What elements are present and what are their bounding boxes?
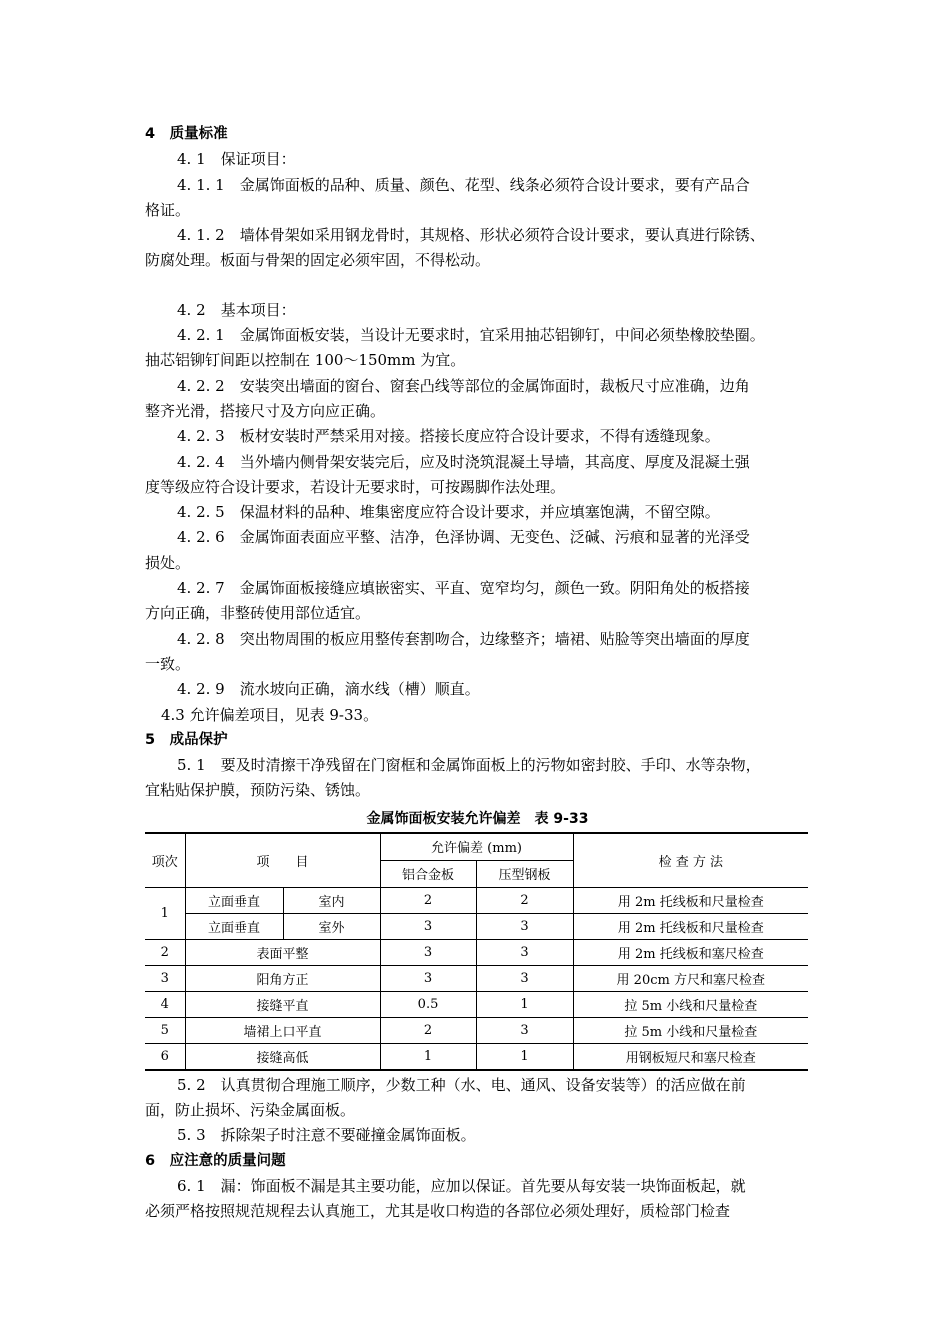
row-aluminum: 3 xyxy=(380,965,476,991)
clause-4-2-9: 4. 2. 9 流水坡向正确，滴水线（槽）顺直。 xyxy=(177,680,480,699)
row-method: 拉 5m 小线和尺量检查 xyxy=(573,1017,808,1043)
row-steel: 3 xyxy=(476,965,573,991)
row-no: 6 xyxy=(145,1043,185,1070)
row-aluminum: 3 xyxy=(380,913,476,939)
section-4-heading: 4 质量标准 xyxy=(145,126,228,142)
row-no: 4 xyxy=(145,991,185,1017)
table-row xyxy=(145,965,808,991)
clause-4-2-4-cont: 度等级应符合设计要求，若设计无要求时，可按踢脚作法处理。 xyxy=(145,477,566,496)
table-row xyxy=(145,939,808,965)
clause-4-2-8: 4. 2. 8 突出物周围的板应用整传套割吻合，边缘整齐；墙裙、贴脸等突出墙面的厚度 xyxy=(177,629,750,648)
header-aluminum: 铝合金板 xyxy=(380,860,476,887)
row-no: 3 xyxy=(145,965,185,991)
tolerance-table xyxy=(145,832,808,1071)
table-row xyxy=(145,991,808,1017)
table-header-row xyxy=(145,833,808,861)
row-aluminum: 2 xyxy=(380,887,476,913)
header-item: 项 目 xyxy=(185,833,380,888)
table-row xyxy=(145,887,808,913)
row-item: 接缝平直 xyxy=(185,991,380,1017)
row-method: 用钢板短尺和塞尺检查 xyxy=(573,1043,808,1070)
row-aluminum: 1 xyxy=(380,1043,476,1070)
clause-4-2-2-cont: 整齐光滑，搭接尺寸及方向应正确。 xyxy=(145,401,386,420)
row-no: 2 xyxy=(145,939,185,965)
row-item: 阳角方正 xyxy=(185,965,380,991)
section-5-heading: 5 成品保护 xyxy=(145,731,228,748)
row-no: 5 xyxy=(145,1017,185,1043)
clause-4-2-3: 4. 2. 3 板材安装时严禁采用对接。搭接长度应符合设计要求，不得有透缝现象。 xyxy=(177,427,720,446)
row-item: 立面垂直 xyxy=(185,913,283,939)
row-method: 用 2m 托线板和尺量检查 xyxy=(573,887,808,913)
clause-4-2-2: 4. 2. 2 安装突出墙面的窗台、窗套凸线等部位的金属饰面时，裁板尺寸应准确，边角 xyxy=(177,376,750,395)
row-item: 表面平整 xyxy=(185,939,380,965)
row-subitem: 室内 xyxy=(283,887,380,913)
section-6-heading: 6 应注意的质量问题 xyxy=(145,1152,286,1169)
row-item: 立面垂直 xyxy=(185,887,283,913)
header-method: 检 查 方 法 xyxy=(573,833,808,888)
clause-4-2-1-cont: 抽芯铝铆钉间距以控制在 100～150mm 为宜。 xyxy=(145,351,466,370)
clause-4-2-6-cont: 损处。 xyxy=(145,553,191,572)
clause-4-1-2-cont: 防腐处理。板面与骨架的固定必须牢固，不得松动。 xyxy=(145,251,491,270)
clause-4-2-5: 4. 2. 5 保温材料的品种、堆集密度应符合设计要求，并应填塞饱满，不留空隙。 xyxy=(177,503,720,522)
row-subitem: 室外 xyxy=(283,913,380,939)
row-aluminum: 3 xyxy=(380,939,476,965)
clause-6-1: 6. 1 漏：饰面板不漏是其主要功能，应加以保证。首先要从每安装一块饰面板起，就 xyxy=(177,1176,746,1195)
row-steel: 2 xyxy=(476,887,573,913)
clause-4-1: 4. 1 保证项目： xyxy=(177,150,296,169)
header-no: 项次 xyxy=(145,833,185,888)
clause-4-2-4: 4. 2. 4 当外墙内侧骨架安装完后，应及时浇筑混凝土导墙，其高度、厚度及混凝土强 xyxy=(177,452,750,471)
row-steel: 3 xyxy=(476,913,573,939)
row-steel: 3 xyxy=(476,1017,573,1043)
document-page xyxy=(145,122,810,1225)
row-no: 1 xyxy=(145,887,185,939)
clause-4-2: 4. 2 基本项目： xyxy=(177,300,296,319)
clause-4-1-1: 4. 1. 1 金属饰面板的品种、质量、颜色、花型、线条必须符合设计要求，要有产品合 xyxy=(177,175,750,194)
clause-4-2-8-cont: 一致。 xyxy=(145,654,191,673)
clause-4-2-6: 4. 2. 6 金属饰面表面应平整、洁净，色泽协调、无变色、泛碱、污痕和显著的光泽受 xyxy=(177,528,750,547)
row-method: 用 2m 托线板和尺量检查 xyxy=(573,913,808,939)
row-method: 用 2m 托线板和塞尺检查 xyxy=(573,939,808,965)
row-aluminum: 2 xyxy=(380,1017,476,1043)
row-method: 拉 5m 小线和尺量检查 xyxy=(573,991,808,1017)
row-aluminum: 0.5 xyxy=(380,991,476,1017)
table-row xyxy=(145,1043,808,1070)
clause-5-1: 5. 1 要及时清擦干净残留在门窗框和金属饰面板上的污物如密封胶、手印、水等杂物， xyxy=(177,756,761,775)
row-steel: 3 xyxy=(476,939,573,965)
header-steel: 压型钢板 xyxy=(476,860,573,887)
clause-5-2-cont: 面，防止损坏、污染金属面板。 xyxy=(145,1101,356,1120)
clause-4-2-7-cont: 方向正确，非整砖使用部位适宜。 xyxy=(145,604,371,623)
row-item: 接缝高低 xyxy=(185,1043,380,1070)
header-allowance: 允许偏差 (mm) xyxy=(380,833,573,861)
clause-6-1-cont: 必须严格按照规范规程去认真施工，尤其是收口构造的各部位必须处理好，质检部门检查 xyxy=(145,1202,731,1221)
table-row xyxy=(145,1017,808,1043)
clause-4-2-1: 4. 2. 1 金属饰面板安装，当设计无要求时，宜采用抽芯铝铆钉，中间必须垫橡胶垫圈。 xyxy=(177,326,765,345)
row-steel: 1 xyxy=(476,991,573,1017)
clause-4-1-2: 4. 1. 2 墙体骨架如采用钢龙骨时，其规格、形状必须符合设计要求，要认真进行除锈、 xyxy=(177,226,765,245)
table-caption: 金属饰面板安装允许偏差 表 9-33 xyxy=(366,810,589,827)
clause-5-1-cont: 宜粘贴保护膜，预防污染、锈蚀。 xyxy=(145,781,371,800)
row-method: 用 20cm 方尺和塞尺检查 xyxy=(573,965,808,991)
clause-5-3: 5. 3 拆除架子时注意不要碰撞金属饰面板。 xyxy=(177,1126,476,1145)
row-item: 墙裙上口平直 xyxy=(185,1017,380,1043)
clause-4-1-1-cont: 格证。 xyxy=(145,200,191,219)
table-row xyxy=(145,913,808,939)
clause-4-3: 4.3 允许偏差项目，见表 9-33。 xyxy=(161,705,379,724)
clause-5-2: 5. 2 认真贯彻合理施工顺序，少数工种（水、电、通风、设备安装等）的活应做在前 xyxy=(177,1075,746,1094)
row-steel: 1 xyxy=(476,1043,573,1070)
clause-4-2-7: 4. 2. 7 金属饰面板接缝应填嵌密实、平直、宽窄均匀，颜色一致。阴阳角处的板搭接 xyxy=(177,579,750,598)
